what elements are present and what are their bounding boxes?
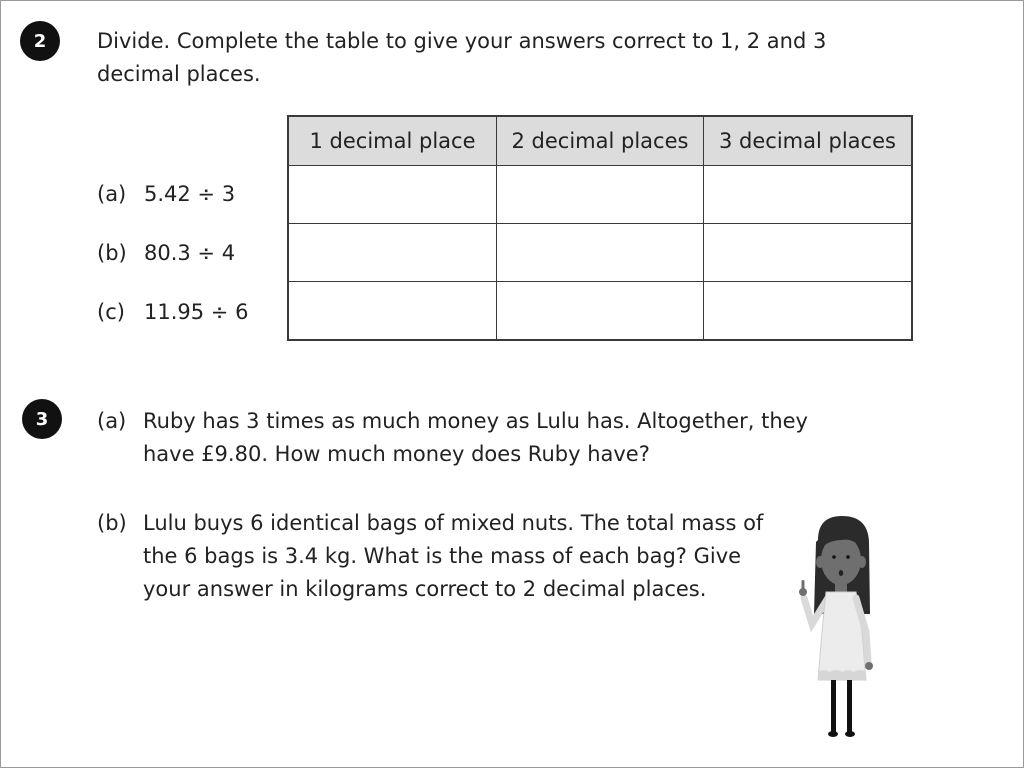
question-3a-part (97, 405, 877, 471)
table-row-a (288, 166, 912, 224)
table-row-c (288, 282, 912, 341)
expression-c: 11.95 ÷ 6 (144, 300, 249, 324)
question-3a-text: Ruby has 3 times as much money as Lulu has. Altogether, they have £9.80. How much money does Ruby have? (143, 409, 808, 466)
question-3-badge: 3 (22, 399, 62, 439)
row-letter-c: (c) (97, 300, 125, 324)
question-3a (97, 405, 877, 471)
answer-cell-b-1dp[interactable] (288, 224, 497, 282)
expression-b: 80.3 ÷ 4 (144, 241, 236, 265)
expression-a: 5.42 ÷ 3 (144, 182, 236, 206)
row-letter-b: (b) (97, 241, 127, 265)
answer-cell-c-2dp[interactable] (497, 282, 704, 341)
question-2-prompt: Divide. Complete the table to give your answers correct to 1, 2 and 3 decimal places. (97, 29, 827, 86)
question-3b-label: (b) (97, 511, 127, 535)
row-letter-a: (a) (97, 182, 127, 206)
question-3b (97, 507, 877, 606)
answer-cell-a-3dp[interactable] (704, 166, 913, 224)
row-label-a (97, 182, 235, 206)
question-3a-label: (a) (97, 409, 127, 433)
question-3b-text: Lulu buys 6 identical bags of mixed nuts. The total mass of the 6 bags is 3.4 kg. What is the mass of each bag? Give your answer in kilograms correct to 2 decimal places. (143, 511, 764, 601)
answer-cell-b-3dp[interactable] (704, 224, 913, 282)
girl-character-illustration (790, 512, 890, 742)
row-label-b (97, 241, 235, 265)
answer-cell-b-2dp[interactable] (497, 224, 704, 282)
header-3-decimal-places: 3 decimal places (704, 116, 913, 166)
row-label-c (97, 300, 248, 324)
answer-cell-a-2dp[interactable] (497, 166, 704, 224)
answer-cell-c-3dp[interactable] (704, 282, 913, 341)
table-row-b (288, 224, 912, 282)
answer-cell-a-1dp[interactable] (288, 166, 497, 224)
answer-cell-c-1dp[interactable] (288, 282, 497, 341)
answer-table (287, 115, 913, 341)
table-header-row (288, 116, 912, 166)
question-2-badge: 2 (20, 21, 60, 61)
header-2-decimal-places: 2 decimal places (497, 116, 704, 166)
question-3b-part (97, 507, 877, 606)
header-1-decimal-place: 1 decimal place (288, 116, 497, 166)
